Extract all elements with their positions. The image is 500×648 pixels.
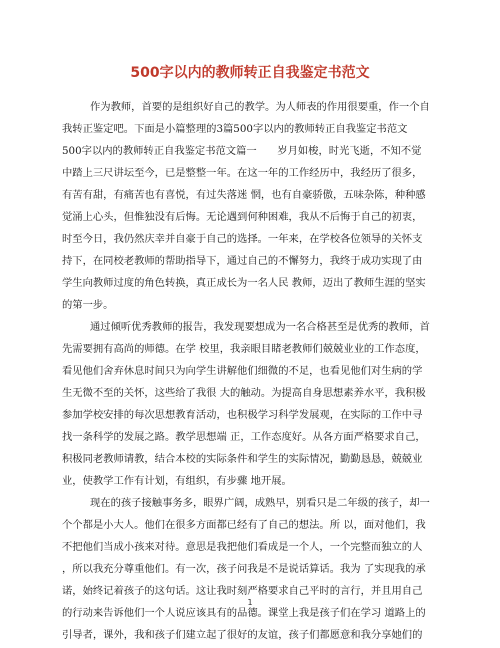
body-text-line: 500字以内的教师转正自我鉴定书范文篇一 岁月如梭，时光飞逝，不知不觉 (62, 145, 422, 157)
document-body (62, 96, 442, 646)
body-text-line: 的行动来告诉他们一个人说应该具有的品德。课堂上我是孩子们在学习 道路上的 (62, 607, 426, 619)
body-text-line: 诺，始终记着孩子的这句话。这让我时刻严格要求自己平时的言行，并且用自己 (62, 585, 423, 597)
body-text-line: 时至今日，我仍然庆幸并自豪于自己的选择。一年来，在学校各位领导的关怀支 (62, 233, 423, 245)
document-title: 500字以内的教师转正自我鉴定书范文 (130, 65, 370, 81)
body-text-line: 业，使教学工作有计划，有组织，有步骤 地开展。 (62, 475, 292, 487)
body-text-line: 持下，在同校老教师的帮助指导下，通过自己的不懈努力，我终于成功实现了由 (62, 255, 423, 267)
body-text-line: 参加学校安排的每次思想教育活动，也积极学习科学发展观，在实际的工作中寻 (62, 409, 423, 421)
body-text-line: 学生向教师过度的角色转换，真正成长为一名人民 教师，迈出了教师生涯的坚实 (62, 277, 426, 289)
page-number: 1 (247, 598, 253, 607)
body-text-line: 中踏上三尺讲坛至今，已是整整一年。在这一年的工作经历中，我经历了很多， (62, 167, 423, 179)
body-text-line: 通过倾听优秀教师的报告，我发现要想成为一名合格甚至是优秀的教师，首 (90, 321, 430, 333)
body-text-line: 生无微不至的关怀，这些给了我很 大的触动。为提高自身思想素养水平，我积极 (62, 387, 426, 399)
body-text-line: 看见他们舍弃休息时间只为向学生讲解他们细微的不足，也看见他们对生病的学 (62, 365, 423, 377)
body-text-line: 有苦有甜，有痛苦也有喜悦，有过失落迷 惘，也有自豪骄傲，五味杂陈，种种感 (62, 189, 426, 201)
body-text-line: 先需要拥有高尚的师德。在学 校里，我亲眼目睹老教师们兢兢业业的工作态度， (62, 343, 426, 355)
body-text-line: 不把他们当成小孩来对待。意思是我把他们看成是一个人，一个完整而独立的人 (62, 541, 423, 553)
body-text-line: 个个都是小大人。他们在很多方面都已经有了自己的想法。所 以，面对他们，我 (62, 519, 426, 531)
body-text-line: ，所以我充分尊重他们。有一次，孩子问我是不是说话算话。我为 了实现我的承 (62, 563, 426, 575)
body-text-line: 积极同老教师请教，结合本校的实际条件和学生的实际情况，勤勤恳恳，兢兢业 (62, 453, 423, 465)
body-text-line: 我转正鉴定吧。下面是小篇整理的3篇500字以内的教师转正自我鉴定书范文 (62, 123, 408, 135)
body-text-line: 找一条科学的发展之路。教学思想端 正，工作态度好。从各方面严格要求自己， (62, 431, 426, 443)
body-text-line: 的第一步。 (62, 299, 114, 311)
body-text-line: 引导者，课外，我和孩子们建立起了很好的友谊，孩子们都愿意和我分享她们的 (62, 629, 423, 641)
body-text-line: 作为教师，首要的是组织好自己的教学。为人师表的作用很要重，作一个自 (90, 101, 430, 113)
body-text-line: 觉涌上心头，但惟独没有后悔。无论遇到何种困难，我从不后悔于自己的初衷， (62, 211, 423, 223)
body-text-line: 现在的孩子接触事务多，眼界广阔，成熟早，别看只是二年级的孩子，却一 (90, 497, 430, 509)
